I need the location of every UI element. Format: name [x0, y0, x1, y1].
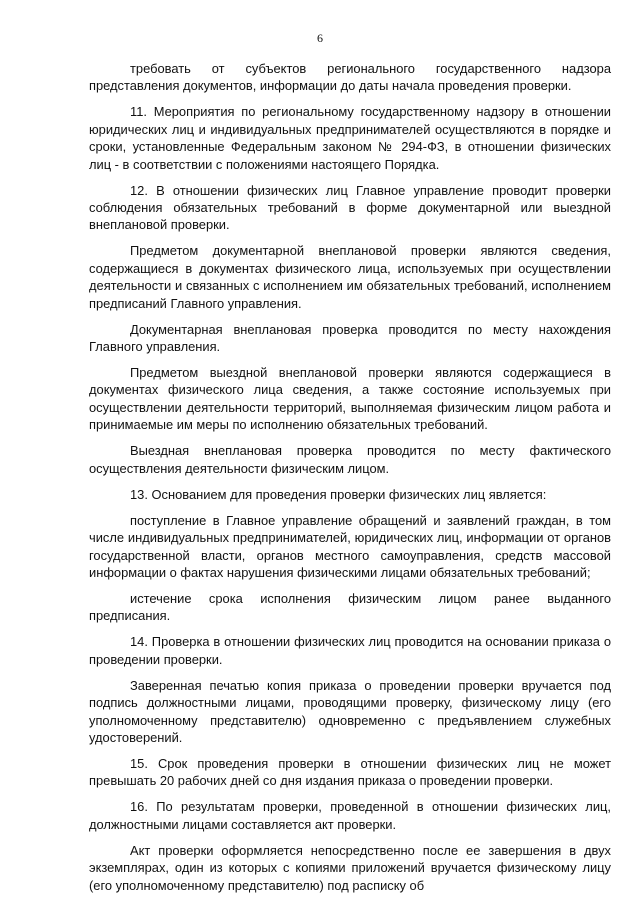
paragraph-documentary-subject: Предметом документарной внеплановой проверки являются сведения, содержащиеся в документах физического лица, используемых при осуществлении деятельности и связанных с исполнением им обязательных требований, исполнением предписаний Главного управления.	[89, 243, 611, 311]
paragraph-item-14: 14. Проверка в отношении физических лиц проводится на основании приказа о проведении проверки.	[89, 634, 611, 667]
paragraph-documentary-place: Документарная внеплановая проверка проводится по месту нахождения Главного управления.	[89, 321, 611, 355]
paragraph-item-16: 16. По результатам проверки, проведенной в отношении физических лиц, должностными лицами составляется акт проверки.	[89, 799, 611, 832]
paragraph-order-copy: Заверенная печатью копия приказа о проведении проверки вручается под подпись должностными лицами, проводящими проверку, физическому лицу (его уполномоченному представителю) одновременно с предъявлением служебных удостоверений.	[89, 677, 611, 745]
paragraph-continued: требовать от субъектов регионального государственного надзора представления документов, информации до даты начала проведения проверки.	[89, 61, 611, 94]
paragraph-onsite-place: Выездная внеплановая проверка проводится по месту фактического осуществления деятельности физическим лицом.	[89, 443, 611, 476]
paragraph-onsite-subject: Предметом выездной внеплановой проверки являются содержащиеся в документах физического лица сведения, а также состояние используемых при осуществлении деятельности территорий, выполняемая физическим лицом работа и принимаемые им меры по исполнению обязательных требований.	[89, 365, 611, 433]
paragraph-item-11: 11. Мероприятия по региональному государственному надзору в отношении юридических лиц и индивидуальных предпринимателей осуществляются в порядке и сроки, установленные Федеральным законом № 294-ФЗ, в отношении физических лиц - в соответствии с положениями настоящего Порядка.	[89, 104, 611, 172]
paragraph-ground-expiry: истечение срока исполнения физическим лицом ранее выданного предписания.	[89, 590, 611, 624]
paragraph-item-15: 15. Срок проведения проверки в отношении физических лиц не может превышать 20 рабочих дней со дня издания приказа о проведении проверки.	[89, 755, 611, 789]
paragraph-item-13: 13. Основанием для проведения проверки физических лиц является:	[130, 486, 547, 502]
paragraph-item-12: 12. В отношении физических лиц Главное управление проводит проверки соблюдения обязательных требований в форме документарной или выездной внеплановой проверки.	[89, 182, 611, 233]
paragraph-act-drafting: Акт проверки оформляется непосредственно после ее завершения в двух экземплярах, один из которых с копиями приложений вручается физическому лицу (его уполномоченному представителю) под расписку об	[89, 842, 611, 893]
paragraph-ground-appeals: поступление в Главное управление обращений и заявлений граждан, в том числе индивидуальных предпринимателей, юридических лиц, информации от органов государственной власти, органов местного самоуправления, средств массовой информации о фактах нарушения физическими лицами обязательных требований;	[89, 512, 611, 580]
page-number: 6	[317, 31, 323, 45]
document-body	[89, 60, 611, 903]
